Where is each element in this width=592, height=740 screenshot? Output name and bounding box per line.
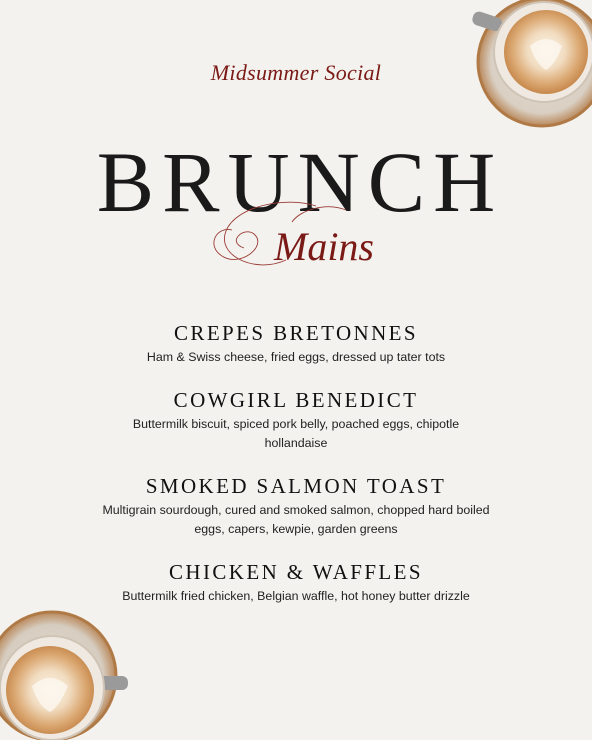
menu-item-name: COWGIRL BENEDICT xyxy=(173,388,419,412)
event-subtitle: Midsummer Social xyxy=(210,60,382,85)
menu-item-description: Buttermilk fried chicken, Belgian waffle, hot honey butter drizzle xyxy=(122,589,470,603)
page-title: BRUNCH xyxy=(96,134,504,230)
coffee-cup-icon xyxy=(0,608,136,740)
menu-item-name: CHICKEN & WAFFLES xyxy=(169,560,423,584)
mains-script-heading xyxy=(196,186,396,286)
menu-item xyxy=(0,557,592,606)
menu-item-description: Multigrain sourdough, cured and smoked salmon, chopped hard boiled eggs, capers, kewpie, garden greens xyxy=(102,503,490,536)
menu-item-description: Buttermilk biscuit, spiced pork belly, poached eggs, chipotle hollandaise xyxy=(132,417,460,450)
menu-item-name: SMOKED SALMON TOAST xyxy=(145,474,447,498)
menu-item-description: Ham & Swiss cheese, fried eggs, dressed up tater tots xyxy=(146,350,446,364)
menu-item-name: CREPES BRETONNES xyxy=(174,321,418,345)
menu-item xyxy=(0,471,592,539)
menu-item xyxy=(0,318,592,367)
menu-item xyxy=(0,385,592,453)
script-word: Mains xyxy=(274,224,374,269)
menu-list xyxy=(0,318,592,624)
